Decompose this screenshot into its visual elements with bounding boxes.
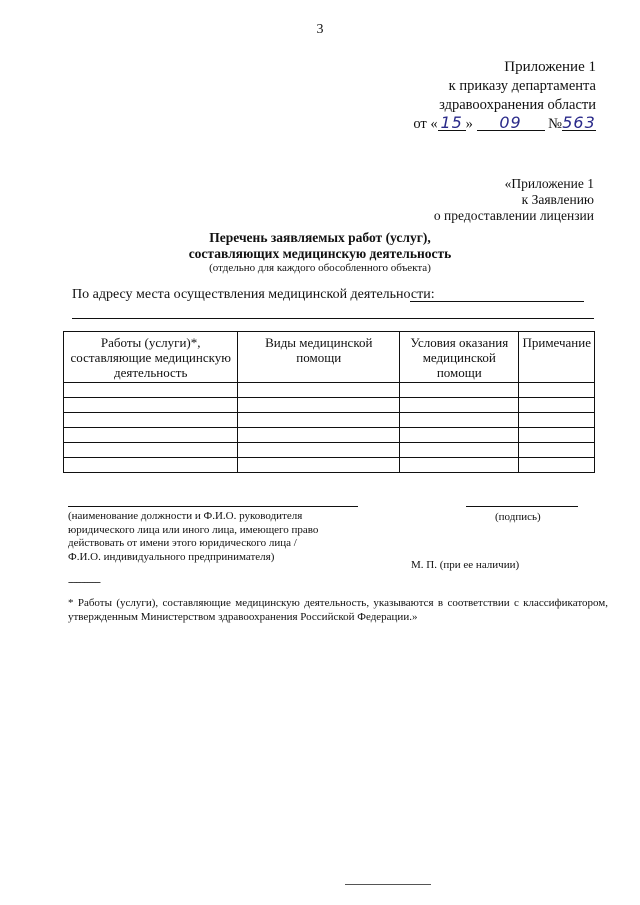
table-header-row (64, 332, 595, 383)
document-heading (0, 230, 640, 275)
table-cell[interactable] (238, 413, 400, 428)
stamp-caption: М. П. (при ее наличии) (411, 559, 520, 571)
handwritten-order-number: 563 (562, 113, 596, 132)
table-cell[interactable] (519, 458, 595, 473)
table-row (64, 413, 595, 428)
heading-line2: составляющих медицинскую деятельность (188, 246, 452, 261)
table-cell[interactable] (238, 398, 400, 413)
table-cell[interactable] (238, 383, 400, 398)
caption-line2: юридического лица или иного лица, имеющего право (68, 523, 319, 536)
signature-line[interactable] (466, 506, 578, 507)
footnote-text: * Работы (услуги), составляющие медицинскую деятельность, указываются в соответствии с классификатором, утвержденным Министерством здравоохранения Российской Федерации.» (68, 597, 608, 623)
table-cell[interactable] (64, 458, 238, 473)
order-appendix-block (413, 58, 596, 134)
page-number: 3 (316, 22, 324, 37)
table-cell[interactable] (238, 458, 400, 473)
caption-line1: (наименование должности и Ф.И.О. руководителя (68, 510, 303, 522)
table-cell[interactable] (238, 443, 400, 458)
address-field-line-2[interactable] (72, 318, 594, 319)
table-row (64, 398, 595, 413)
table-cell[interactable] (400, 413, 519, 428)
table-row (64, 383, 595, 398)
order-appendix-line3: здравоохранения области (439, 97, 596, 113)
application-appendix-line3: о предоставлении лицензии (433, 208, 594, 223)
number-sign: № (548, 116, 562, 132)
handwritten-day: 15 (438, 115, 466, 131)
signature-caption: (подпись) (495, 511, 541, 523)
handwritten-month: 09 (477, 115, 545, 131)
order-date-line (413, 115, 596, 134)
works-table (63, 331, 595, 473)
address-label: По адресу места осуществления медицинской деятельности: (72, 287, 435, 302)
official-name-line[interactable] (68, 506, 358, 507)
table-cell[interactable] (400, 443, 519, 458)
table-cell[interactable] (64, 443, 238, 458)
table-row (64, 443, 595, 458)
table-row (64, 428, 595, 443)
address-field-line[interactable] (410, 301, 584, 302)
header-works: Работы (услуги)*, составляющие медицинскую деятельность (64, 332, 238, 383)
application-appendix-block (434, 176, 594, 224)
footnote-separator: ------------ (68, 576, 100, 588)
application-appendix-line1: «Приложение 1 (504, 176, 594, 191)
table-cell[interactable] (64, 413, 238, 428)
date-day-close: » (465, 116, 473, 132)
table-cell[interactable] (519, 383, 595, 398)
caption-line4: Ф.И.О. индивидуального предпринимателя) (68, 550, 275, 563)
heading-line1: Перечень заявляемых работ (услуг), (209, 230, 431, 245)
order-appendix-line2: к приказу департамента (448, 78, 596, 94)
table-cell[interactable] (400, 428, 519, 443)
header-care-conditions: Условия оказания медицинской помощи (400, 332, 519, 383)
table-cell[interactable] (519, 443, 595, 458)
table-cell[interactable] (400, 458, 519, 473)
table-cell[interactable] (519, 428, 595, 443)
table-cell[interactable] (400, 398, 519, 413)
date-prefix: от « (413, 116, 438, 132)
order-appendix-title: Приложение 1 (504, 59, 596, 75)
table-cell[interactable] (64, 383, 238, 398)
header-note: Примечание (519, 332, 595, 383)
header-care-types: Виды медицинской помощи (238, 332, 400, 383)
table-row (64, 458, 595, 473)
bottom-divider (345, 884, 431, 885)
table-cell[interactable] (64, 398, 238, 413)
caption-line3: действовать от имени этого юридического лица / (68, 537, 297, 549)
official-name-caption (68, 510, 368, 564)
application-appendix-line2: к Заявлению (521, 192, 594, 207)
table-cell[interactable] (238, 428, 400, 443)
heading-note: (отдельно для каждого обособленного объекта) (209, 262, 431, 274)
table-cell[interactable] (64, 428, 238, 443)
table-cell[interactable] (519, 413, 595, 428)
table-cell[interactable] (519, 398, 595, 413)
table-cell[interactable] (400, 383, 519, 398)
